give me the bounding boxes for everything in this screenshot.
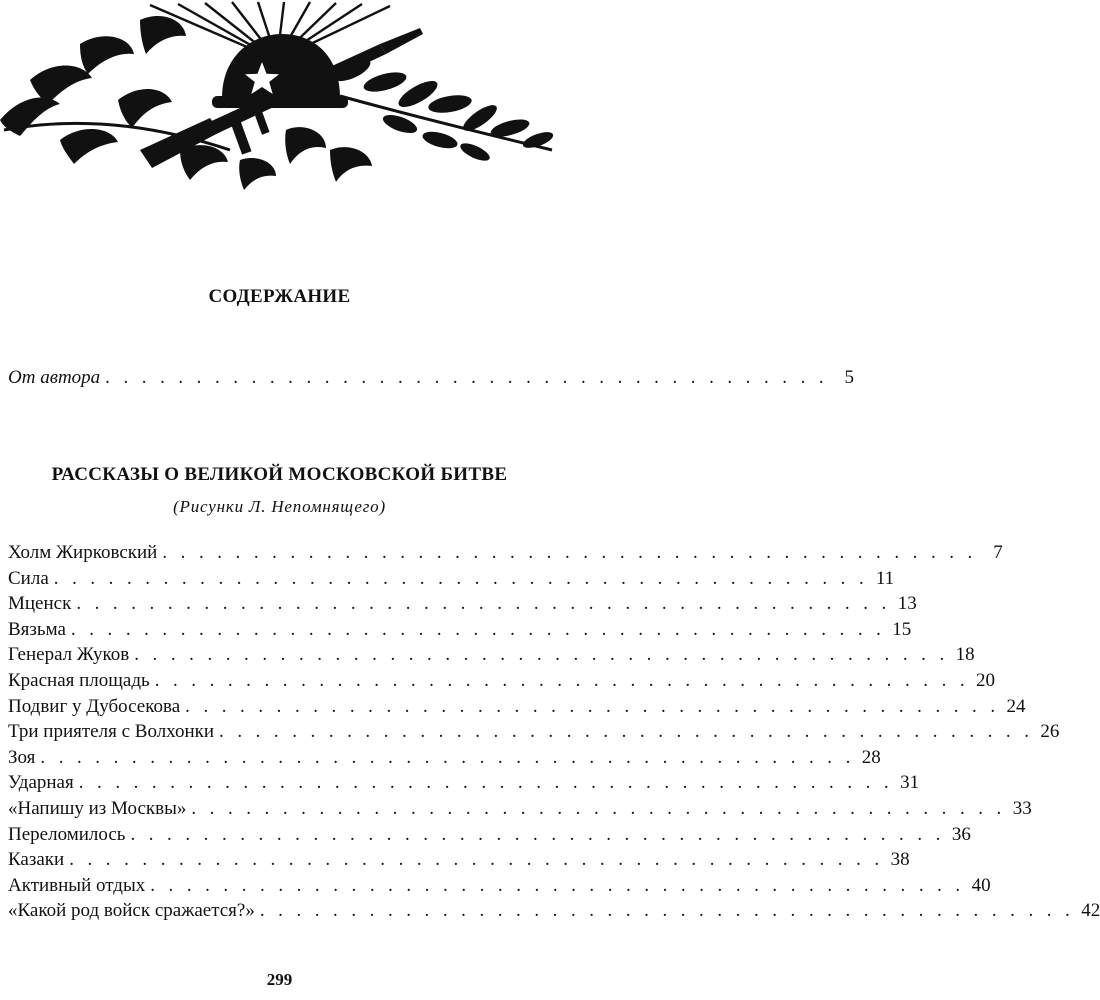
toc-entry-title: Зоя: [8, 746, 36, 768]
table-of-contents-heading: СОДЕРЖАНИЕ: [208, 286, 351, 307]
toc-entry[interactable]: [8, 642, 975, 668]
toc-entry[interactable]: [8, 668, 996, 694]
military-emblem-illustration: [0, 0, 559, 192]
toc-entry-title: Вязьма: [8, 618, 66, 640]
dot-leader: . . . . . . . . . . . . . . . . . . . . . . . . . . . . . . . . . . . . . . . . . . . . .: [53, 567, 869, 589]
dot-leader: . . . . . . . . . . . . . . . . . . . . . . . . . . . . . . . . . . . . . . . . . . . . .: [185, 695, 1000, 717]
toc-entry-page: 40: [971, 874, 991, 896]
toc-entry-page: 38: [890, 849, 910, 871]
dot-leader: . . . . . . . . . . . . . . . . . . . . . . . . . . . . . . . . . . . . . . . . . . . . .: [70, 618, 886, 640]
dot-leader: . . . . . . . . . . . . . . . . . . . . . . . . . . . . . . . . . . . . . . . . . . . . .: [130, 823, 945, 845]
toc-entry[interactable]: [8, 540, 1003, 566]
toc-entry[interactable]: [8, 898, 1100, 924]
toc-entry-intro[interactable]: [8, 365, 855, 391]
toc-entry-page: 24: [1006, 695, 1026, 717]
toc-entry-title: «Напишу из Москвы»: [8, 798, 187, 819]
laurel-branch-right: [330, 54, 555, 164]
section-subtitle: (Рисунки Л. Непомнящего): [173, 497, 386, 516]
toc-entry-title: Холм Жирковский: [8, 542, 158, 563]
toc-entry-page: 20: [976, 670, 996, 691]
toc-entry-page: 36: [951, 823, 971, 845]
toc-entry[interactable]: [8, 796, 1032, 822]
toc-entry-title: Переломилось: [8, 823, 126, 845]
page-number: 299: [266, 970, 293, 989]
toc-entry[interactable]: [8, 745, 881, 771]
toc-entry-title: Казаки: [8, 849, 65, 871]
toc-entry-title: Мценск: [8, 593, 72, 615]
dot-leader: . . . . . . . . . . . . . . . . . . . . . . . . . . . . . . . . . . . . . . . . . . . . .: [162, 542, 977, 563]
dot-leader: . . . . . . . . . . . . . . . . . . . . . . . . . . . . . . . . . . . . . . . . . . . . .: [78, 772, 894, 794]
dot-leader: . . . . . . . . . . . . . . . . . . . . . . . . . . . . . . . . . . . . . . . . . . . . .: [191, 798, 1006, 819]
toc-entry[interactable]: [8, 591, 917, 617]
toc-entry-page: 28: [861, 746, 881, 768]
toc-entry-title: Красная площадь: [8, 670, 150, 691]
dot-leader: . . . . . . . . . . . . . . . . . . . . . . . . . . . . . . . . . . . . . . . .: [105, 367, 829, 388]
dot-leader: . . . . . . . . . . . . . . . . . . . . . . . . . . . . . . . . . . . . . . . . . . . . .: [134, 644, 949, 666]
toc-entry-title: От автора: [8, 367, 101, 388]
dot-leader: . . . . . . . . . . . . . . . . . . . . . . . . . . . . . . . . . . . . . . . . . . . . .: [40, 746, 855, 768]
toc-entry-page: 7: [993, 542, 1003, 563]
toc-entry[interactable]: [8, 770, 920, 796]
toc-entry[interactable]: [8, 694, 1026, 720]
section-heading: РАССКАЗЫ О ВЕЛИКОЙ МОСКОВСКОЙ БИТВЕ: [51, 464, 508, 485]
toc-entry-title: Три приятеля с Волхонки: [8, 721, 215, 743]
toc-entry-page: 26: [1040, 721, 1060, 743]
toc-entry[interactable]: [8, 822, 971, 848]
dot-leader: . . . . . . . . . . . . . . . . . . . . . . . . . . . . . . . . . . . . . . . . . . . . .: [150, 874, 965, 896]
toc-entry-page: 31: [900, 772, 920, 794]
toc-entry-title: Сила: [8, 567, 49, 589]
toc-entry-page: 11: [875, 567, 895, 589]
toc-entry-title: Ударная: [8, 772, 74, 794]
toc-entry-title: Подвиг у Дубосекова: [8, 695, 181, 717]
helmet-with-star: [212, 34, 348, 108]
dot-leader: . . . . . . . . . . . . . . . . . . . . . . . . . . . . . . . . . . . . . . . . . . . . .: [219, 721, 1034, 743]
toc-entry-page: 18: [955, 644, 975, 666]
toc-entry-page: 15: [892, 618, 912, 640]
toc-entry[interactable]: [8, 873, 991, 899]
dot-leader: . . . . . . . . . . . . . . . . . . . . . . . . . . . . . . . . . . . . . . . . . . . . .: [259, 900, 1075, 922]
toc-entry-title: «Какой род войск сражается?»: [8, 900, 255, 922]
dot-leader: . . . . . . . . . . . . . . . . . . . . . . . . . . . . . . . . . . . . . . . . . . . . .: [76, 593, 891, 615]
toc-entry-page: 42: [1081, 900, 1100, 922]
toc-entry[interactable]: [8, 566, 895, 592]
toc-entry-page: 13: [897, 593, 917, 615]
dot-leader: . . . . . . . . . . . . . . . . . . . . . . . . . . . . . . . . . . . . . . . . . . . . .: [154, 670, 970, 691]
toc-entry-title: Активный отдых: [8, 874, 146, 896]
dot-leader: . . . . . . . . . . . . . . . . . . . . . . . . . . . . . . . . . . . . . . . . . . . . .: [69, 849, 884, 871]
toc-entry[interactable]: [8, 617, 912, 643]
toc-entry[interactable]: [8, 847, 910, 873]
toc-entry-page: 5: [844, 367, 855, 388]
toc-entry[interactable]: [8, 719, 1060, 745]
toc-entry-title: Генерал Жуков: [8, 644, 130, 666]
toc-entry-page: 33: [1012, 798, 1032, 819]
